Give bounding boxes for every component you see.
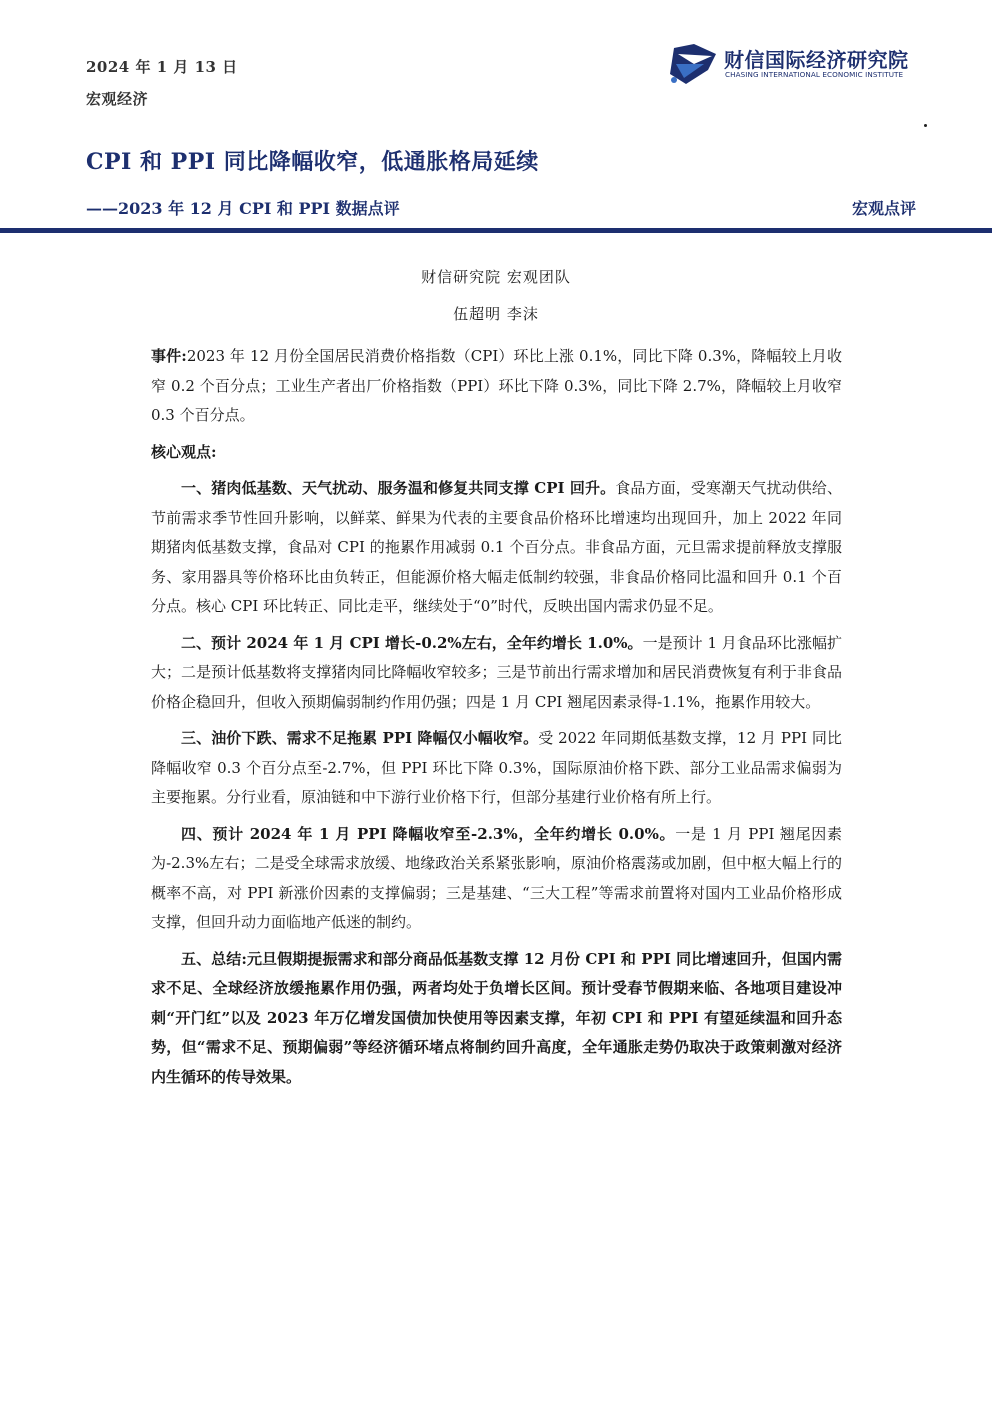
institute-logo	[664, 40, 944, 92]
point-paragraph	[151, 474, 842, 622]
event-label: 事件:	[151, 347, 187, 365]
point-heading: 一、猪肉低基数、天气扰动、服务温和修复共同支撑 CPI 回升。	[181, 479, 616, 497]
decorative-dot	[924, 124, 927, 127]
summary-heading: 五、总结:	[181, 949, 247, 968]
point-heading: 二、预计 2024 年 1 月 CPI 增长-0.2%左右，全年约增长 1.0%。	[181, 633, 643, 652]
logo-english-name: CHASING INTERNATIONAL ECONOMIC INSTITUTE	[725, 70, 904, 79]
report-category: 宏观经济	[86, 90, 149, 108]
logo-mark-icon	[664, 40, 720, 88]
authors: 伍超明 李沫	[453, 305, 539, 323]
point-text: 食品方面，受寒潮天气扰动供给、节前需求季节性回升影响，以鲜菜、鲜果为代表的主要食品价格环比增速均出现回升，加上 2022 年同期猪肉低基数支撑，食品对 CPI 的拖累作用减弱 0.1 个百分点。非食品方面，元旦需求提前释放支撑服务、家用器具等价格环比由负转正，但能源价格大幅走低制约较强，非食品价格同比温和回升 0.1 个百分点。核心 CPI 环比转正、同比走平，继续处于“0”时代，反映出国内需求仍显不足。	[151, 479, 842, 615]
report-subtitle: ——2023 年 12 月 CPI 和 PPI 数据点评	[86, 199, 400, 218]
summary-text: 元旦假期提振需求和部分商品低基数支撑 12 月份 CPI 和 PPI 同比增速回升，但国内需求不足、全球经济放缓拖累作用仍强，两者均处于负增长区间。预计受春节假期来临、各地项目建设冲刺“开门红”以及 2023 年万亿增发国债加快使用等因素支撑，年初 CPI 和 PPI 有望延续温和回升态势，但“需求不足、预期偏弱”等经济循环堵点将制约回升高度，全年通胀走势仍取决于政策刺激对经济内生循环的传导效果。	[151, 949, 842, 1086]
event-text: 2023 年 12 月份全国居民消费价格指数（CPI）环比上涨 0.1%，同比下降 0.3%，降幅较上月收窄 0.2 个百分点；工业生产者出厂价格指数（PPI）环比下降 0.3%，同比下降 2.7%，降幅较上月收窄 0.3 个百分点。	[151, 347, 842, 424]
point-heading: 四、预计 2024 年 1 月 PPI 降幅收窄至-2.3%，全年约增长 0.0%。	[181, 824, 676, 843]
report-date: 2024 年 1 月 13 日	[86, 58, 238, 76]
event-paragraph	[151, 342, 842, 431]
point-paragraph	[151, 629, 842, 718]
summary-paragraph	[151, 945, 842, 1093]
report-title: CPI 和 PPI 同比降幅收窄，低通胀格局延续	[86, 149, 539, 175]
point-text: 一是 1 月 PPI 翘尾因素为-2.3%左右；二是受全球需求放缓、地缘政治关系紧张影响，原油价格震荡或加剧，但中枢大幅上行的概率不高，对 PPI 新涨价因素的支撑偏弱；三是基建、“三大工程”等需求前置将对国内工业品价格形成支撑，但回升动力面临地产低迷的制约。	[151, 824, 842, 931]
point-text: 受 2022 年同期低基数支撑，12 月 PPI 同比降幅收窄 0.3 个百分点至-2.7%，但 PPI 环比下降 0.3%，国际原油价格下跌、部分工业品需求偏弱为主要拖累。分行业看，原油链和中下游行业价格下行，但部分基建行业价格有所上行。	[151, 729, 842, 806]
core-views-label: 核心观点:	[151, 442, 217, 461]
point-paragraph	[151, 724, 842, 813]
header-divider	[0, 228, 992, 233]
point-paragraph	[151, 820, 842, 938]
report-body	[151, 342, 842, 1092]
report-type-tag: 宏观点评	[852, 199, 917, 218]
point-heading: 三、油价下跌、需求不足拖累 PPI 降幅仅小幅收窄。	[181, 729, 539, 747]
logo-chinese-name: 财信国际经济研究院	[724, 48, 909, 72]
point-text: 一是预计 1 月食品环比涨幅扩大；二是预计低基数将支撑猪肉同比降幅收窄较多；三是节前出行需求增加和居民消费恢复有利于非食品价格企稳回升，但收入预期偏弱制约作用仍强；四是 1 月 CPI 翘尾因素录得-1.1%，拖累作用较大。	[151, 633, 842, 711]
research-team: 财信研究院 宏观团队	[421, 268, 571, 286]
